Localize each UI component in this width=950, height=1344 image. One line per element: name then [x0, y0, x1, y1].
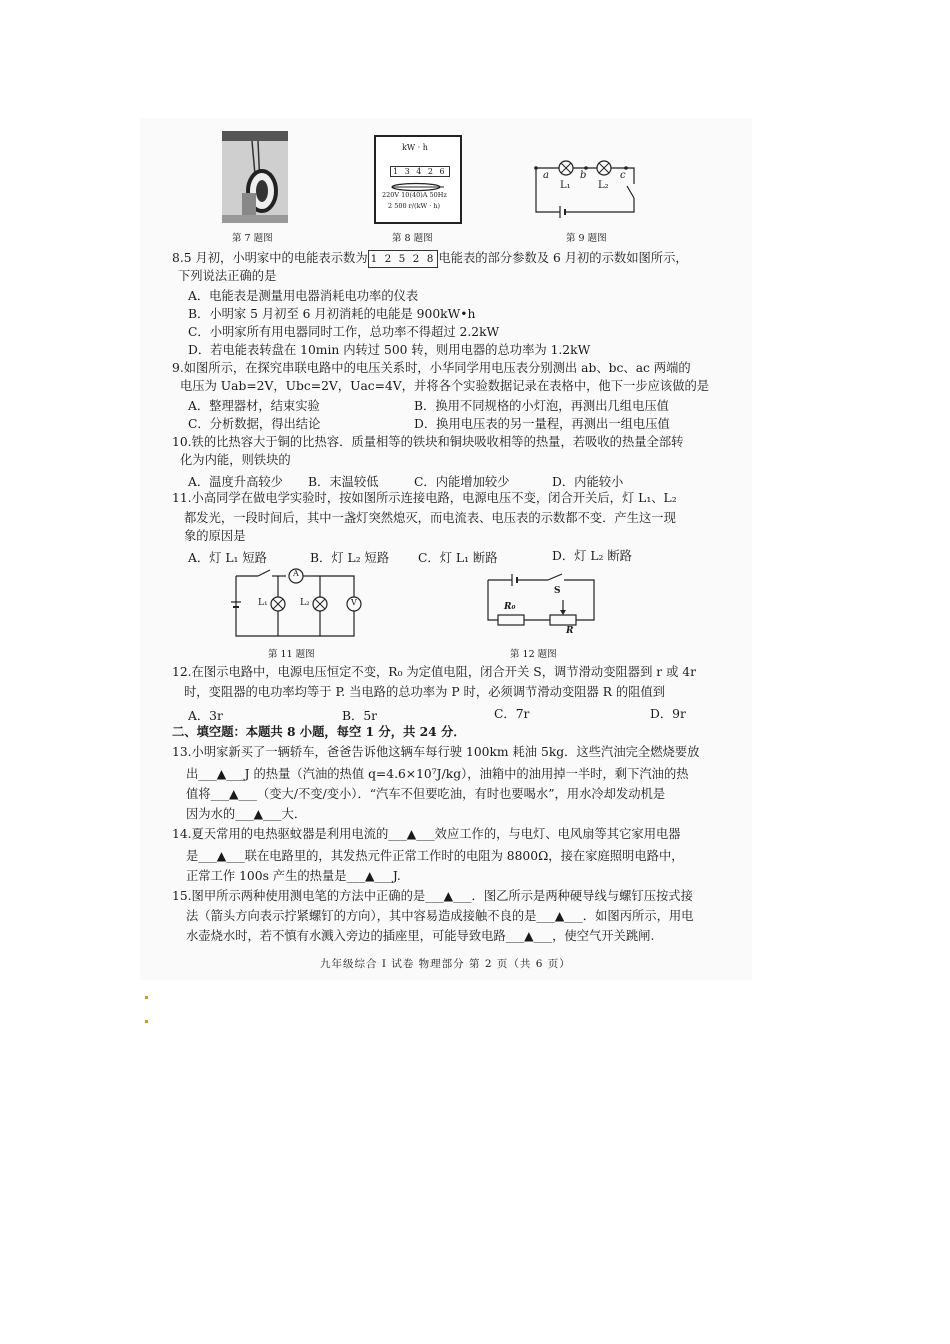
q10-stem-cont: 化为内能，则铁块的	[180, 453, 291, 467]
figure-11-circuit	[228, 566, 362, 638]
fig12-R0-label: R₀	[504, 602, 516, 612]
q11-option-a: A．灯 L₁ 短路	[188, 551, 267, 565]
q11-stem-cont2: 象的原因是	[184, 529, 246, 543]
q8-option-d: D．若电能表转盘在 10min 内转过 500 转，则用电器的总功率为 1.2kW	[188, 343, 591, 357]
q9-stem: 9.如图所示，在探究串联电路中的电压关系时，小华同学用电压表分别测出 ab、bc、ac 两端的	[172, 361, 691, 375]
figure-7-photo	[222, 131, 288, 223]
q12-stem: 12.在图示电路中，电源电压恒定不变，R₀ 为定值电阻，闭合开关 S，调节滑动变阻器到 r 或 4r	[172, 665, 696, 679]
figure-8-meter	[374, 135, 462, 224]
q10-option-d: D．内能较小	[552, 475, 624, 489]
q15-line-3: 水壶烧水时，若不慎有水溅入旁边的插座里，可能导致电路___▲___，使空气开关跳闸.	[186, 929, 655, 943]
q15-line-1: 15.图甲所示两种使用测电笔的方法中正确的是___▲___．图乙所示是两种硬导线与螺钉压按式接	[172, 889, 693, 903]
q11-stem-cont: 都发光，一段时间后，其中一盏灯突然熄灭，而电流表、电压表的示数都不变．产生这一现	[184, 511, 676, 525]
q10-option-a: A．温度升高较少	[188, 475, 283, 489]
fig11-L1-label: L₁	[258, 598, 268, 608]
q14-line-3: 正常工作 100s 产生的热量是___▲___J.	[186, 869, 401, 883]
q14-line-2: 是___▲___联在电路里的，其发热元件正常工作时的电阻为 8800Ω，接在家庭照明电路中，	[186, 849, 684, 863]
figure-7-caption: 第 7 题图	[232, 233, 273, 244]
q13-line-2: 出___▲___J 的热量（汽油的热值 q=4.6×10⁷J/kg），油箱中的油用掉一半时，剩下汽油的热	[186, 767, 689, 781]
q8-option-a: A．电能表是测量用电器消耗电功率的仪表	[188, 289, 419, 303]
q8-stem-cont: 下列说法正确的是	[178, 269, 277, 283]
fig11-voltmeter-label: V	[351, 598, 357, 607]
meter-spec-1: 220V 10(40)A 50Hz	[382, 191, 447, 199]
figure-12-circuit	[484, 570, 600, 638]
meter-digits: 1 3 4 2 6	[390, 159, 450, 178]
scan-mark	[145, 996, 148, 999]
meter-spec-2: 2 500 r/(kW · h)	[388, 202, 441, 210]
q11-option-c: C．灯 L₁ 断路	[418, 551, 498, 565]
q13-line-4: 因为水的___▲___大．	[186, 807, 307, 821]
q8-option-c: C．小明家所有用电器同时工作，总功率不得超过 2.2kW	[188, 325, 500, 339]
q10-stem: 10.铁的比热容大于铜的比热容．质量相等的铁块和铜块吸收相等的热量，若吸收的热量全部转	[172, 435, 684, 449]
q12-option-d: D．9r	[650, 707, 686, 721]
q11-option-b: B．灯 L₂ 短路	[310, 551, 390, 565]
q8-stem: 8.5 月初，小明家中的电能表示数为 1 2 5 2 8 电能表的部分参数及 6 月初的示数如图所示，	[172, 250, 688, 268]
figure-8-caption: 第 8 题图	[392, 233, 433, 244]
q9-option-b: B．换用不同规格的小灯泡，再测出几组电压值	[414, 399, 669, 413]
fig12-S-label: S	[554, 586, 561, 596]
fig11-ammeter-label: A	[293, 569, 299, 578]
fig9-label-b: b	[580, 170, 587, 181]
figure-9-caption: 第 9 题图	[566, 233, 607, 244]
q12-option-a: A．3r	[188, 709, 223, 723]
q9-option-a: A．整理器材，结束实验	[188, 399, 320, 413]
q10-option-b: B．末温较低	[308, 475, 379, 489]
figure-9-circuit	[530, 152, 642, 218]
meter-unit: kW · h	[402, 143, 428, 152]
fig9-label-c: c	[620, 170, 626, 181]
q11-stem: 11.小高同学在做电学实验时，按如图所示连接电路，电源电压不变，闭合开关后，灯 L₁、L₂	[172, 491, 677, 505]
figure-11-caption: 第 11 题图	[268, 649, 315, 660]
q9-stem-cont: 电压为 Uab=2V，Ubc=2V，Uac=4V，并将各个实验数据记录在表格中，他下一步应该做的是	[180, 379, 710, 393]
fig12-R-label: R	[566, 626, 574, 636]
q12-option-b: B．5r	[342, 709, 378, 723]
q12-option-c: C．7r	[494, 707, 530, 721]
q15-line-2: 法（箭头方向表示拧紧螺钉的方向），其中容易造成接触不良的是___▲___．如图丙所示，用电	[186, 909, 694, 923]
fig9-label-a: a	[543, 170, 549, 181]
q11-option-d: D．灯 L₂ 断路	[552, 549, 632, 563]
q8-meter-reading: 1 2 5 2 8	[368, 250, 439, 268]
q8-option-b: B．小明家 5 月初至 6 月初消耗的电能是 900kW•h	[188, 307, 476, 321]
section-2-heading: 二、填空题：本题共 8 小题，每空 1 分，共 24 分．	[172, 724, 466, 739]
fig9-label-L2: L₂	[598, 180, 609, 191]
fig9-label-L1: L₁	[560, 180, 571, 191]
fig11-L2-label: L₂	[300, 598, 310, 608]
page-footer: 九年级综合 I 试卷 物理部分 第 2 页（共 6 页）	[320, 958, 571, 970]
q13-line-1: 13.小明家新买了一辆轿车，爸爸告诉他这辆车每行驶 100km 耗油 5kg．这些汽油完全燃烧要放	[172, 745, 700, 759]
q13-line-3: 值将___▲___（变大/不变/变小）．“汽车不但要吃油，有时也要喝水”，用水冷却发动机是	[186, 787, 666, 801]
q9-option-d: D．换用电压表的另一量程，再测出一组电压值	[414, 417, 670, 431]
q9-option-c: C．分析数据，得出结论	[188, 417, 321, 431]
figure-12-caption: 第 12 题图	[510, 649, 557, 660]
q10-option-c: C．内能增加较少	[414, 475, 510, 489]
scan-mark	[145, 1020, 148, 1023]
q14-line-1: 14.夏天常用的电热驱蚊器是利用电流的___▲___效应工作的，与电灯、电风扇等其它家用电器	[172, 827, 681, 841]
q12-stem-cont: 时，变阻器的电功率均等于 P. 当电路的总功率为 P 时，必须调节滑动变阻器 R 的阻值到	[184, 685, 666, 699]
